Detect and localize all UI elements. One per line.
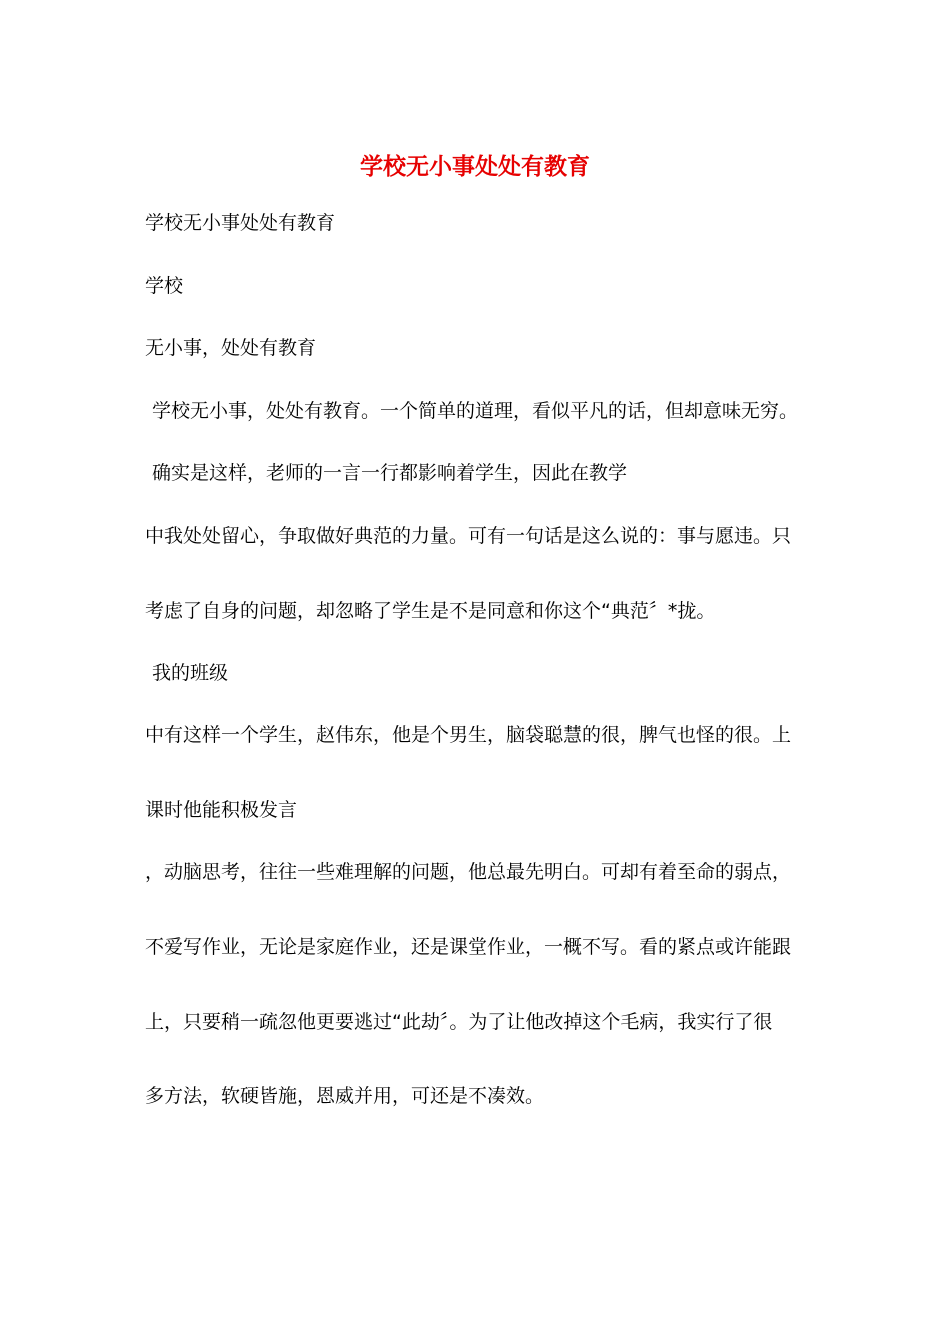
paragraph-line: 我的班级 <box>152 662 229 684</box>
paragraph-line: 中有这样一个学生，赵伟东，他是个男生，脑袋聪慧的很，脾气也怪的很。上 <box>145 724 792 746</box>
subtitle-line: 学校无小事处处有教育 <box>145 212 336 234</box>
paragraph-line: 确实是这样，老师的一言一行都影响着学生，因此在教学 <box>152 462 628 484</box>
paragraph-line: 学校 <box>145 275 184 297</box>
paragraph-line: 不爱写作业，无论是家庭作业，还是课堂作业，一概不写。看的紧点或许能跟 <box>145 936 792 958</box>
paragraph-line: 多方法，软硬皆施，恩威并用，可还是不凑效。 <box>145 1085 545 1107</box>
document-title: 学校无小事处处有教育 <box>360 153 590 180</box>
paragraph-line: 无小事，处处有教育 <box>145 337 317 359</box>
paragraph-line: 学校无小事，处处有教育。一个简单的道理，看似平凡的话，但却意味无穷。 <box>152 400 799 422</box>
paragraph-line: 课时他能积极发言 <box>145 799 298 821</box>
paragraph-line: 中我处处留心，争取做好典范的力量。可有一句话是这么说的：事与愿违。只 <box>145 525 792 547</box>
paragraph-line: ，动脑思考，往往一些难理解的问题，他总最先明白。可却有着至命的弱点， <box>145 861 792 883</box>
paragraph-line: 考虑了自身的问题，却忽略了学生是不是同意和你这个“典范〞*拢。 <box>145 600 716 622</box>
paragraph-line: 上，只要稍一疏忽他更要逃过“此劫〞。为了让他改掉这个毛病，我实行了很 <box>145 1011 773 1033</box>
